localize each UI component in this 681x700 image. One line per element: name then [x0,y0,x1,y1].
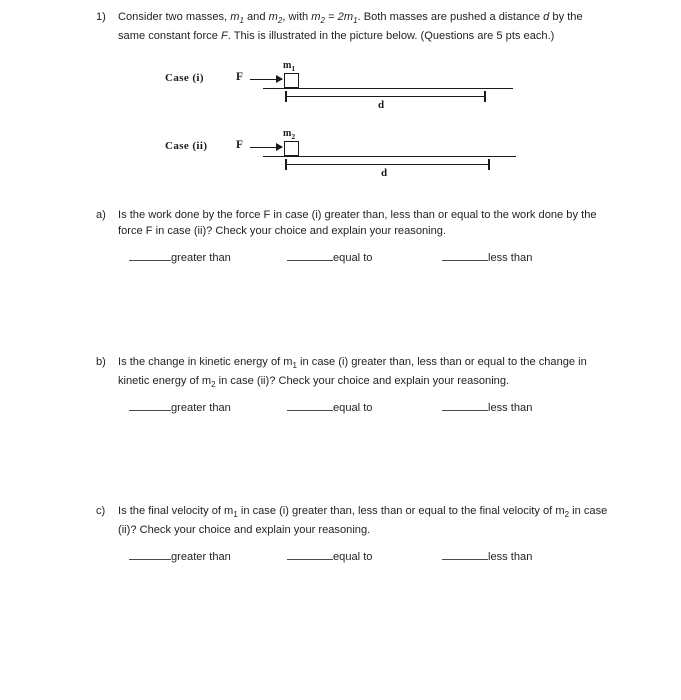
q1-symbol-2m1 [337,11,358,26]
case-ii-dimension-tick-right [488,159,490,170]
case-i-distance-label: d [378,99,385,111]
q1-symbol-m1 [230,11,244,26]
q1-symbol-m2b [311,11,325,26]
case-i-mass-sub: 1 [291,64,296,73]
part-a-question [96,208,608,239]
part-b-line2-pre: kinetic energy of m [118,374,212,387]
part-b-question [96,355,608,393]
case-ii-force-arrow-head [276,143,283,151]
figure-two-cases [0,55,681,190]
part-a-line-2: the force F in case (ii)? Check your choice and explain your reasoning. [118,209,597,237]
part-c-letter: c) [96,505,106,517]
part-b-blank-equal-to[interactable] [287,400,333,411]
case-ii-mass-sub: 2 [291,132,296,141]
part-b-choice-equal-to[interactable] [287,400,372,415]
question-1-stem [96,10,608,44]
case-i-dimension-tick-right [484,91,486,102]
part-b-line1-post: in case (i) greater than, less than or equal to the change in [296,356,587,368]
part-b-blank-greater-than[interactable] [129,400,171,411]
q1-2m1-sub: 1 [353,16,358,26]
part-c-choice-less-than[interactable] [442,549,532,564]
case-ii-label: Case (ii) [165,140,208,152]
case-ii-force-label: F [236,139,244,151]
part-c-choices [96,549,608,565]
case-ii-mass-base: m [283,128,292,139]
case-ii-ground-line [263,156,516,157]
q1-text-seg-1: Consider two masses, [118,11,231,23]
part-b-letter: b) [96,356,106,368]
part-c-choice-equal-to-label: equal to [333,551,373,563]
case-ii-mass-label [283,128,295,141]
case-ii-mass-block [284,141,299,156]
case-i-mass-block [284,73,299,88]
part-a-choices [96,250,608,266]
q1-m2-base: m [268,11,278,23]
part-a-text [118,208,608,239]
part-c-line1-sub2: 2 [564,510,570,520]
case-i-force-label: F [236,71,244,83]
case-i-dimension-line [285,96,485,97]
q1-text-seg-3: , with [282,11,312,23]
part-c-line-2: case (ii)? Check your choice and explain your reasoning. [118,505,608,536]
q1-2m1-base: 2m [337,11,354,23]
q1-m1-base: m [230,11,240,23]
q1-symbol-F: F [220,29,228,42]
part-c-line1-sub: 1 [233,510,238,520]
part-b-choice-greater-than[interactable] [129,400,231,415]
case-i-ground-line [263,88,513,89]
part-a-choice-less-than[interactable] [442,250,532,265]
part-b-text [118,355,608,393]
part-c-choice-equal-to[interactable] [287,549,372,564]
part-a-choice-greater-than-label: greater than [171,252,231,264]
part-c-line1-post: in case (i) greater than, less than or equal to the final velocity of m [237,505,565,517]
part-c-blank-equal-to[interactable] [287,549,333,560]
q1-text-seg-7: same constant force [118,29,221,42]
part-a-choice-equal-to-label: equal to [333,252,373,264]
case-i-mass-base: m [283,60,292,71]
case-ii-dimension-line [285,164,489,165]
part-b-line2-post: in case (ii)? Check your choice and explain your reasoning. [215,374,510,387]
part-c-choice-greater-than-label: greater than [171,551,231,563]
part-b-choices [96,400,608,416]
part-c-choice-greater-than[interactable] [129,549,231,564]
q1-symbol-d: d [543,11,550,23]
part-b-line2-sub: 2 [211,380,216,390]
case-ii-distance-label: d [381,167,388,179]
part-c-line1-pre: Is the final velocity of m [118,505,234,517]
q1-m2b-base: m [311,11,321,23]
part-c-line1-post2: in [569,505,581,517]
case-i-dimension-tick-left [285,91,287,102]
q1-text-seg-6: by the [549,11,583,23]
part-b-line1-sub: 1 [292,361,297,371]
question-1-number: 1) [96,11,106,23]
part-a-choice-greater-than[interactable] [129,250,231,265]
q1-text-seg-5: . Both masses are pushed a distance [357,11,544,23]
part-a-choice-equal-to[interactable] [287,250,372,265]
part-c-blank-greater-than[interactable] [129,549,171,560]
part-a-blank-greater-than[interactable] [129,250,171,261]
case-ii-dimension-tick-left [285,159,287,170]
part-a-choice-less-than-label: less than [488,252,533,264]
part-b-choice-less-than-label: less than [488,402,533,414]
q1-text-seg-8: . This is illustrated in the picture below. (Questions are 5 pts each.) [227,29,555,42]
case-i-label: Case (i) [165,72,204,84]
q1-text-seg-4: = [325,11,338,23]
part-b-choice-equal-to-label: equal to [333,402,373,414]
part-a-blank-equal-to[interactable] [287,250,333,261]
part-c-choice-less-than-label: less than [488,551,533,563]
question-1-text [118,10,608,44]
case-i-force-arrow-head [276,75,283,83]
part-b-line1-pre: Is the change in kinetic energy of m [118,356,293,368]
case-i-mass-label [283,60,295,73]
part-a-letter: a) [96,209,106,221]
part-b-choice-greater-than-label: greater than [171,402,231,414]
part-c-blank-less-than[interactable] [442,549,488,560]
part-a-line-1: Is the work done by the force F in case (i) greater than, less than or equal to the work done by [118,209,579,221]
q1-m1-sub: 1 [239,16,244,26]
q1-text-seg-2: and [243,11,269,23]
q1-m2b-sub: 2 [320,16,325,26]
q1-m2-sub: 2 [277,16,283,26]
q1-symbol-m2 [268,11,283,26]
part-b-blank-less-than[interactable] [442,400,488,411]
part-c-text [118,504,608,538]
part-c-question [96,504,608,538]
part-a-blank-less-than[interactable] [442,250,488,261]
part-b-choice-less-than[interactable] [442,400,532,415]
